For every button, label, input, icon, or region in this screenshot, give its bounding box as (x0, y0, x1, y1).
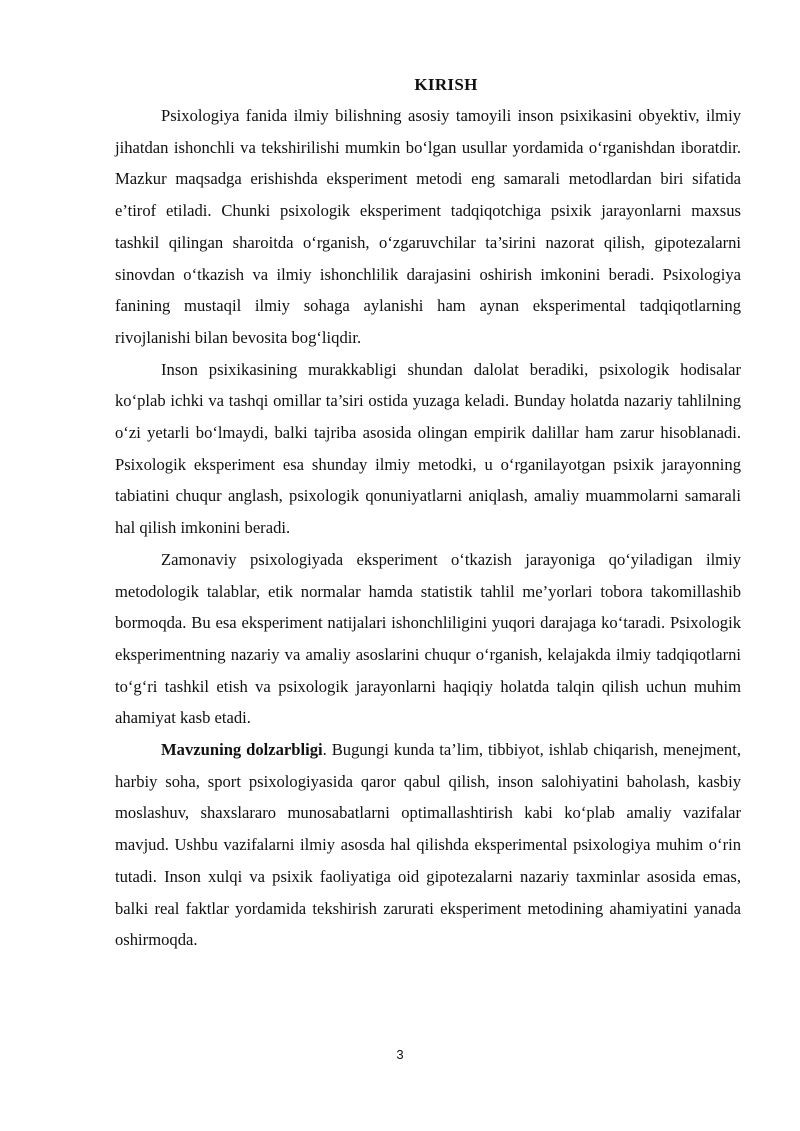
paragraph-2-text: Inson psixikasining murakkabligi shundan dalolat beradiki, psixologik hodisalar ko‘plab ichki va tashqi omillar ta’siri ostida yuzaga keladi. Bunday holatda nazariy tahlilning o‘zi yetarli bo‘lmaydi, balki tajriba asosida olingan empirik dalillar ham zarur hisoblanadi. Psixologik eksperiment esa shunday ilmiy metodki, u o‘rganilayotgan psixik jarayonning tabiatini chuqur anglash, psixologik qonuniyatlarni aniqlash, amaliy muammolarni samarali hal qilish imkonini beradi. (115, 359, 741, 538)
page-content (115, 70, 741, 956)
paragraph-4 (115, 734, 741, 956)
paragraph-1 (115, 100, 741, 354)
paragraph-1-text: Psixologiya fanida ilmiy bilishning asosiy tamoyili inson psixikasini obyektiv, ilmiy jihatdan ishonchli va tekshirilishi mumkin bo‘lgan usullar yordamida o‘rganishdan iboratdir. Mazkur maqsadga erishishda eksperiment metodi eng samarali metodlardan biri sifatida e’tirof etiladi. Chunki psixologik eksperiment tadqiqotchiga psixik jarayonlarni maxsus tashkil qilingan sharoitda o‘rganish, o‘zgaruvchilar ta’sirini nazorat qilish, gipotezalarni sinovdan o‘tkazish va ilmiy ishonchlilik darajasini oshirish imkonini beradi. Psixologiya fanining mustaqil ilmiy sohaga aylanishi ham aynan eksperimental tadqiqotlarning rivojlanishi bilan bevosita bog‘liqdir. (115, 106, 741, 347)
paragraph-3 (115, 544, 741, 734)
page-number: 3 (396, 1047, 404, 1062)
paragraph-4-text: . Bugungi kunda ta’lim, tibbiyot, ishlab chiqarish, menejment, harbiy soha, sport psixologiyasida qaror qabul qilish, inson salohiyatini baholash, kasbiy moslashuv, shaxslararo munosabatlarni optimallashtirish kabi ko‘plab amaliy vazifalar mavjud. Ushbu vazifalarni ilmiy asosda hal qilishda eksperimental psixologiya muhim o‘rin tutadi. Inson xulqi va psixik faoliyatiga oid gipotezalarni nazariy taxminlar asosida emas, balki real faktlar yordamida tekshirish zarurati eksperiment metodining ahamiyatini yanada oshirmoqda. (115, 740, 741, 950)
paragraph-3-text: Zamonaviy psixologiyada eksperiment o‘tkazish jarayoniga qo‘yiladigan ilmiy metodologik talablar, etik normalar hamda statistik tahlil me’yorlari tobora takomillashib bormoqda. Bu esa eksperiment natijalari ishonchliligini yuqori darajaga ko‘taradi. Psixologik eksperimentning nazariy va amaliy asoslarini chuqur o‘rganish, kelajakda ilmiy tadqiqotlarni to‘g‘ri tashkil etish va psixologik jarayonlarni haqiqiy holatda talqin qilish uchun muhim ahamiyat kasb etadi. (115, 549, 741, 728)
paragraph-4-lead: Mavzuning dolzarbligi (161, 740, 323, 760)
paragraph-2 (115, 354, 741, 544)
section-title: KIRISH (414, 75, 478, 94)
